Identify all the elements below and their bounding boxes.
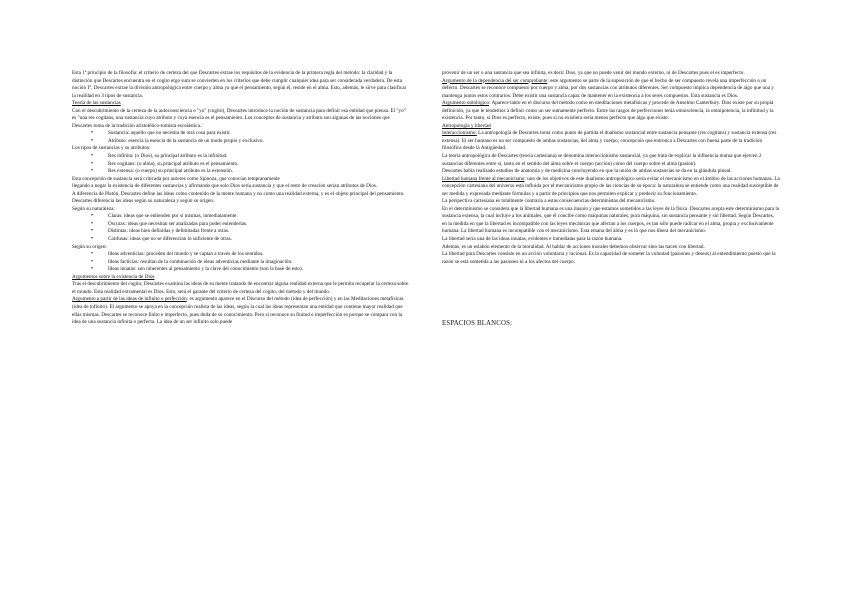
determinism-paragraph: En el determinismo se considera que la libertad humana es una ilusión y que estamos sometidos a las leyes de la física. Descartes acepta este determinismo para la sustancia extensa, la cual incluye a los animales, que él concibe como máquinas naturales, pura máquina, sin sustancia pensante y sin libertad. Según Descartes, en la medida en que la libertad es incompatible con las leyes mecánicas que afectan a los cuerpos, es tan sólo puede radicar en el alma, propia y exclusivamente humana. La libertad humana es incompatible con el mecanicismo. Esta emana del alma y es lo que nos libera del mecanicismo.: [442, 205, 780, 235]
substance-definitions-list: [72, 130, 410, 145]
dependency-argument-text: : este argumento se parte de la suposición de que el hecho de ser compuesto revela una imperfección o un defecto. Descartes se reconoce compuesto por cuerpo y alma, por dos sustancias con atributos diferentes. Ser compuesto implica dependencia de algo que una y mantenga juntos estos contrarios. Debe existir una sustancia capaz de mantener en la existencia a los seres compuestos. Esta sustancia es Dios.: [442, 77, 774, 99]
substance-types-list: [72, 153, 410, 176]
innate-freedom-paragraph: La libertad sería una de las ideas innatas, evidentes e inmediatas para la razón humana.: [442, 236, 623, 243]
freedom-mechanicism-text: : uno de los objetivos de este dualismo antropológico sería evitar el mecanicismo en el ámbito de las acciones humanas. La concepción cartesiana del universo está influida por el mecanicismo propio de las ciencias de su época: la naturaleza se entiende como una realidad susceptible de ser medida y expresada mediante fórmulas y a partir de principios que nos permiten explicar y predecir su funcionamiento.: [442, 175, 780, 197]
ontological-argument-text: : Aparece tanto en el discurso del método como en meditaciones metafísicas y procede de Anselmo Canterbury. Dios existe por su propia definición, ya que le tendemos a definir como un ser sumamente perfecto. Entre las rasgos de perfecciones tenía omnisciencia, la omnipotencia, la infinitud y la existencia. Por tanto, si Dios es perfecto, existe, pues si no existiera sería menos perfecto que algo que existe.: [442, 100, 774, 122]
infinity-argument-paragraph: [72, 296, 410, 326]
infinity-argument-label: Argumento a partir de las ideas de infinito o perfección: [72, 296, 187, 303]
pineal-paragraph: Descartes había realizado estudios de anatomía y de medicina concluyendo en que la unión de ambas sustancias se da en la glándula pineal.: [442, 168, 732, 175]
list-item: • Ideas facticias: resultan de la combinación de ideas adventicias mediante la imaginación.: [108, 259, 410, 267]
ideas-nature-list: [72, 213, 410, 243]
list-item: • Ideas innatas: son inherentes al pensamiento y la clave del conocimiento (son la base de esto).: [108, 266, 410, 274]
infinity-argument-text: : es argumento aparece en el Discurso del método (idea de perfección) y en las Meditaciones metafísicas (idea de infinito). El argumento se apoya en la concepción realista de las ideas, según la cual las ideas representan una entidad que contiene mayor realidad que ellas mismas. Descartes se reconoce finito e imperfecto, pues duda de su conocimiento. Pero si reconoce su finitud e imperfección es porque se compara con la idea de una sustancia infinita o perfecta. La idea de un ser infinito solo puede: [72, 296, 404, 326]
origin-title: Según su origen:: [72, 243, 107, 250]
spinoza-continuation: llegando a negar la existencia de diferentes sustancias y afirmando que solo Dios sería sustancia y que el resto de creación serían atributos de Dios.: [72, 183, 378, 190]
interactionism-label: Interaccionismo:: [442, 130, 477, 137]
god-arguments-heading: Argumentos sobre la existencia de Dios: [72, 273, 155, 280]
interactionism-paragraph: [442, 130, 780, 153]
spinoza-paragraph: Esta concepción de sustancia será criticada por autores como Spinoza, que conocían tempranamente: [72, 175, 280, 182]
list-item: • Claras: ideas que se entienden por sí mismas, inmediatamente.: [108, 213, 410, 221]
ideas-paragraph: A diferencia de Platón, Descartes define las ideas como contenido de la mente humana y no como una realidad externa, y es el objeto principal del pensamiento. Descartes diferencia las ideas según su naturaleza y según su origen.: [72, 190, 405, 205]
god-intro-paragraph: Tras el descubrimiento del cogito, Descartes examina las ideas de su mente tratando de encontrar alguna realidad externa que le permita recuperar la certeza sobre el mundo. Esta realidad extramental es Dios. Esto, será el garante del criterio de certeza del cogito, del método y del mundo.: [72, 281, 409, 295]
ideas-origin-list: [72, 251, 410, 274]
interaction-theory-paragraph: La teoría antropológica de Descartes (teoría cartesiana) se denomina interaccionismo sustancial, ya que trata de explicar la influencia mutua que ejercen 2 sustancias diferentes entre sí, tanto en el sentido del alma sobre el cuerpo (acción) como del cuerpo sobre el alma (pasión).: [442, 153, 762, 167]
list-item: • Sustancia: aquello que no necesita de otra cosa para existir.: [108, 130, 410, 138]
list-item: • Res cogitans: (o alma), su principal atributo es el pensamiento.: [108, 161, 410, 169]
dependency-argument-label: Argumento de la dependencia del ser comprobante: [442, 77, 548, 84]
contrary-paragraph: La perspectiva cartesiana es totalmente contraria a estas consecuencias deterministas del mecanicismo.: [442, 198, 656, 205]
list-item: • Res infinita: (o Dios), su principal atributo es la infinitud.: [108, 153, 410, 161]
list-item: • Confusas: ideas que no se diferencian lo suficiente de otras.: [108, 236, 410, 244]
infinity-argument-continuation: provenir de un ser o una sustancia que sea infinita, es decir Dios, ya que no puede venir del mundo externo, ni de Descartes pues el es imperfecto.: [442, 70, 745, 76]
freedom-definition-paragraph: La libertad para Descartes consiste en un acción voluntaria y racional. Es la capacidad de someter la voluntad (pasiones y deseos) al entendimiento puesto que la razón se está sometida a las pasiones ni a los afectos del cuerpo.: [442, 251, 776, 265]
list-item: • Atributo: esencia la esencia de la sustancia de un modo propio y exclusivo.: [108, 138, 410, 146]
list-item: • Res extensa: (o cuerpo) su principal atributo es la extensión.: [108, 168, 410, 176]
list-item: • Oscuras: ideas que necesitan ser analizadas para poder entenderlas.: [108, 221, 410, 229]
nature-title: Según su naturaleza:: [72, 205, 115, 212]
left-column: [72, 70, 410, 327]
blank-spaces-label: ESPACIOS BLANCOS:: [442, 320, 513, 328]
substances-paragraph: Con el descubrimiento de la certeza de la autoconsciencia o "yo" (cogito), Descartes introduce la noción de sustancia para definir esa entidad que piensa. El "yo" es "una res cogitans, una sustancia cuyo atributo y cuya esencia es el pensamiento. Los conceptos de sustancia y atributo son algunas de las nociones que Descartes toma de la tradición aristotélico-tomista escolástica.:: [72, 107, 406, 129]
dependency-argument-paragraph: [442, 78, 780, 101]
interactionism-text: La antropología de Descartes toma como punto de partida el dualismo sustancial entre sustancia pensante (res cogitans) y sustancia extensa (res extensa). El ser humano es un ser compuesto de ambas sustancias, del alma y cuerpo, concepción que entronca a Descartes con buena parte de la tradición filosófica desde la Antigüedad.: [442, 130, 777, 152]
list-item: • Distintas: ideas bien definidas y delimitadas frente a otras.: [108, 228, 410, 236]
substance-types-title: Los tipos de sustancias y su atributos:: [72, 145, 151, 152]
ontological-argument-label: Argumento ontológico: [442, 100, 490, 107]
morality-paragraph: Además, es un eslabón elemento de la moralidad. Al hablar de acciones morales debemos observar sino las hacen con libertad.: [442, 243, 705, 250]
freedom-mechanicism-label: Libertad humana frente al mecanicismo: [442, 175, 525, 182]
intro-paragraph: Esta 1ª principio de la filosofía: el criterio de certeza del que Descartes extrae los requisitos de la evidencia de la primera regla del método: la claridad y la distinción que Descartes encuentra en el cogito ergo sum se convierten en los criterios que debe cumplir cualquier idea para ser considerada verdadera. De esta noción I°, Descartes extrae la división antropológica entre cuerpo y alma ya que el pensamiento, según él, reside en el alma. Esto, además, le sirve para clasificar la realidad en 3 tipos de sustancia.: [72, 70, 407, 99]
freedom-mechanicism-paragraph: [442, 176, 780, 199]
right-column: [442, 70, 780, 328]
substances-heading: Teoría de las sustancias: [72, 100, 121, 107]
ontological-argument-paragraph: [442, 100, 780, 123]
list-item: • Ideas adventicias: proceden del mundo y se captan a través de los sentidos.: [108, 251, 410, 259]
anthropology-heading: Antropología y libertad: [442, 122, 491, 129]
